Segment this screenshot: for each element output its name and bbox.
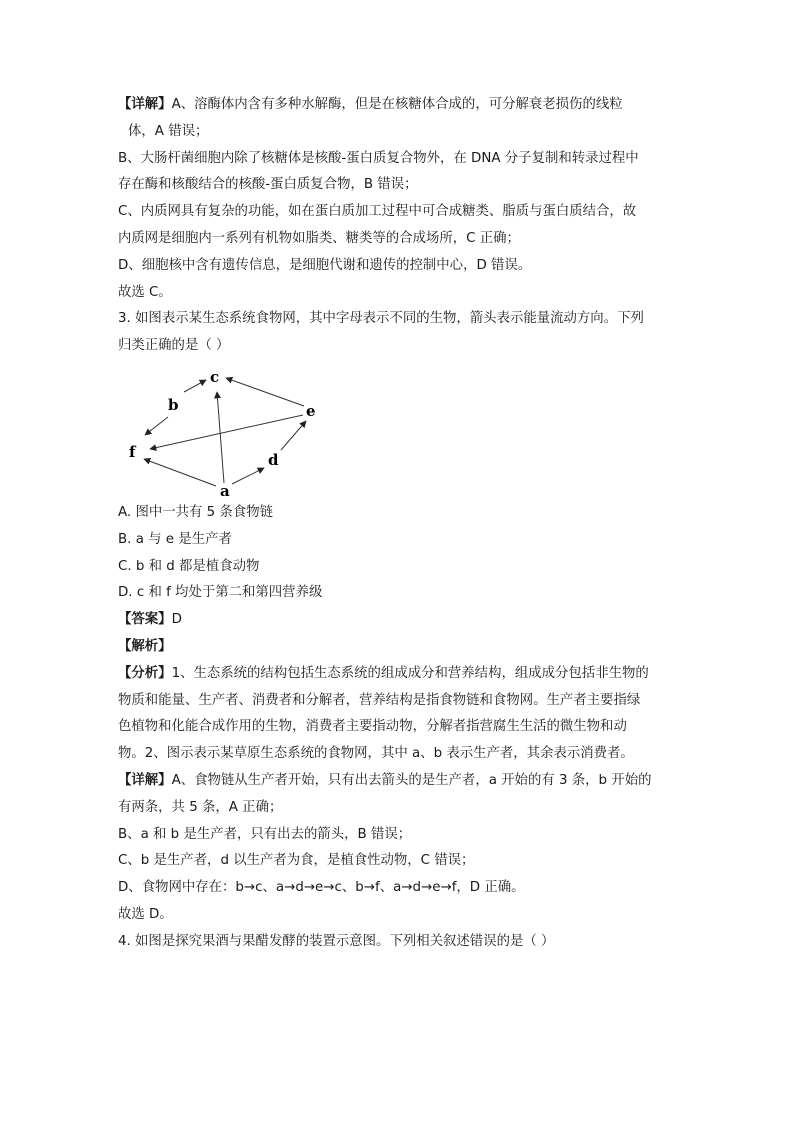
analysis-body bbox=[118, 661, 678, 956]
section-label: 【详解】 bbox=[118, 772, 172, 788]
text-line bbox=[118, 661, 678, 688]
edge-a-d bbox=[232, 468, 264, 484]
line-text: 1、生态系统的结构包括生态系统的组成成分和营养结构，组成成分包括非生物的 bbox=[171, 665, 649, 681]
line-text: 故选 D。 bbox=[118, 906, 173, 922]
text-line bbox=[118, 848, 678, 875]
answer-value: D bbox=[171, 612, 182, 628]
explanation-prev-question bbox=[118, 92, 678, 360]
text-line bbox=[118, 172, 678, 199]
line-text: 体，A 错误； bbox=[128, 123, 209, 139]
answer-line bbox=[118, 607, 678, 634]
node-f: f bbox=[129, 442, 136, 461]
edge-b-f bbox=[145, 417, 168, 435]
line-text: 4. 如图是探究果酒与果醋发酵的装置示意图。下列相关叙述错误的是（ ） bbox=[118, 933, 555, 949]
food-web-figure bbox=[118, 364, 338, 496]
line-text: B、a 和 b 是生产者，只有出去的箭头，B 错误； bbox=[118, 826, 412, 842]
line-text: 色植物和化能合成作用的生物，消费者主要指动物，分解者指营腐生生活的微生物和动 bbox=[118, 719, 627, 735]
text-line bbox=[118, 253, 678, 280]
line-text: D、食物网中存在：b→c、a→d→e→c、b→f、a→d→e→f，D 正确。 bbox=[118, 880, 525, 896]
node-d: d bbox=[268, 450, 279, 469]
text-line bbox=[118, 902, 678, 929]
option-b: B. a 与 e 是生产者 bbox=[118, 531, 232, 547]
edge-e-f bbox=[150, 415, 303, 449]
text-line bbox=[118, 333, 678, 360]
node-a: a bbox=[220, 481, 230, 496]
text-line bbox=[118, 119, 678, 146]
text-line bbox=[118, 875, 678, 902]
answer-label: 【答案】 bbox=[118, 612, 172, 628]
analysis-heading: 【解析】 bbox=[118, 638, 172, 654]
text-line bbox=[118, 768, 678, 795]
line-text: 归类正确的是（ ） bbox=[118, 338, 230, 354]
edge-a-c bbox=[217, 392, 224, 483]
text-line bbox=[118, 714, 678, 741]
line-text: 存在酶和核酸结合的核酸-蛋白质复合物，B 错误； bbox=[118, 177, 418, 193]
text-line bbox=[118, 199, 678, 226]
line-text: 物质和能量、生产者、消费者和分解者，营养结构是指食物链和食物网。生产者主要指绿 bbox=[118, 692, 641, 708]
text-line bbox=[118, 146, 678, 173]
node-b: b bbox=[168, 395, 179, 414]
option-c: C. b 和 d 都是植食动物 bbox=[118, 558, 260, 574]
section-label: 【详解】 bbox=[118, 97, 172, 112]
edge-d-e bbox=[281, 421, 306, 450]
edge-a-f bbox=[144, 459, 216, 486]
line-text: D、细胞核中含有遗传信息，是细胞代谢和遗传的控制中心，D 错误。 bbox=[118, 257, 532, 273]
line-text: A、食物链从生产者开始，只有出去箭头的是生产者，a 开始的有 3 条，b 开始的 bbox=[171, 772, 652, 788]
edge-b-c bbox=[184, 380, 206, 392]
line-text: 3. 如图表示某生态系统食物网，其中字母表示不同的生物，箭头表示能量流动方向。下列 bbox=[118, 311, 644, 327]
option-list bbox=[118, 500, 678, 607]
document-page bbox=[118, 92, 678, 956]
food-web-diagram bbox=[118, 364, 338, 496]
edge-e-c bbox=[226, 378, 304, 406]
line-text: A、溶酶体内含有多种水解酶，但是在核糖体合成的，可分解衰老损伤的线粒 bbox=[171, 97, 623, 112]
text-line bbox=[118, 280, 678, 307]
option-d: D. c 和 f 均处于第二和第四营养级 bbox=[118, 585, 323, 601]
node-e: e bbox=[306, 401, 316, 420]
text-line bbox=[118, 741, 678, 768]
text-line bbox=[118, 822, 678, 849]
line-text: C、b 是生产者，d 以生产者为食，是植食性动物，C 错误； bbox=[118, 853, 475, 869]
line-text: 物。2、图示表示某草原生态系统的食物网，其中 a、b 表示生产者，其余表示消费者。 bbox=[118, 746, 634, 762]
text-line bbox=[118, 226, 678, 253]
line-text: 内质网是细胞内一系列有机物如脂类、糖类等的合成场所，C 正确； bbox=[118, 230, 520, 246]
line-text: 故选 C。 bbox=[118, 284, 172, 300]
text-line bbox=[118, 688, 678, 715]
line-text: 有两条，共 5 条，A 正确； bbox=[118, 799, 283, 815]
text-line bbox=[118, 92, 678, 119]
option-a: A. 图中一共有 5 条食物链 bbox=[118, 504, 273, 520]
text-line bbox=[118, 929, 678, 956]
text-line bbox=[118, 795, 678, 822]
section-label: 【分析】 bbox=[118, 665, 172, 681]
line-text: C、内质网具有复杂的功能，如在蛋白质加工过程中可合成糖类、脂质与蛋白质结合，故 bbox=[118, 204, 637, 220]
node-c: c bbox=[210, 367, 220, 386]
line-text: B、大肠杆菌细胞内除了核糖体是核酸-蛋白质复合物外，在 DNA 分子复制和转录过程中 bbox=[118, 150, 639, 166]
text-line bbox=[118, 306, 678, 333]
